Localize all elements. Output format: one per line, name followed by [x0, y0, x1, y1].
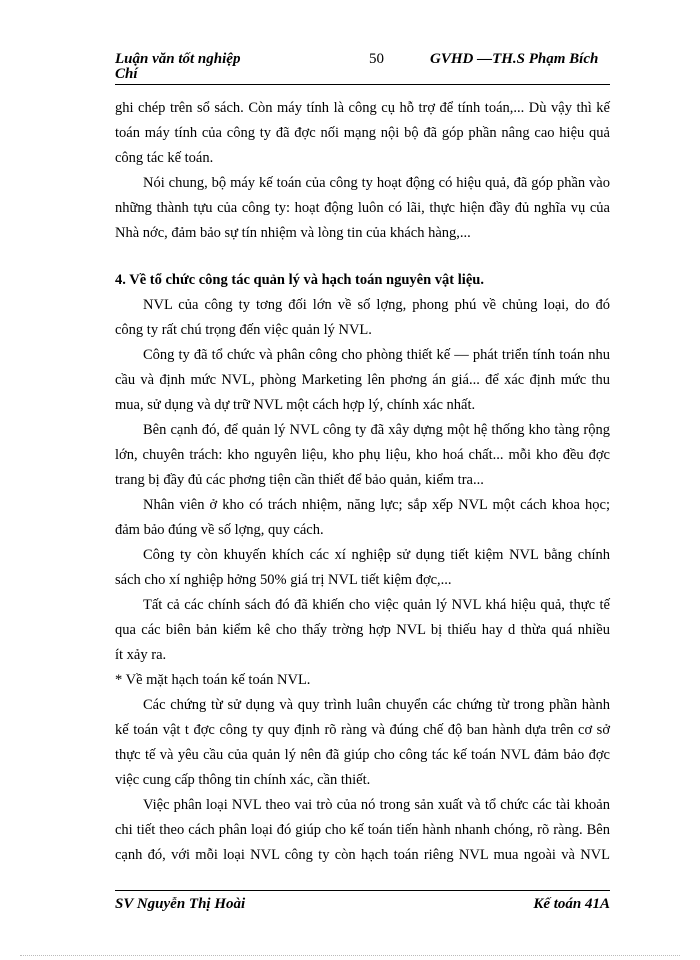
header-supervisor: GVHD —TH.S Phạm Bích [430, 51, 599, 67]
body-line: Công ty còn khuyến khích các xí nghiệp sử dụng tiết kiệm NVL bằng chính [143, 547, 610, 563]
body-line: qua các biên bản kiểm kê cho thấy trờng hợp NVL bị thiếu hay d thừa quá nhiều [115, 622, 610, 638]
body-line: kế toán vật t đợc công ty quy định rõ ràng và đúng chế độ ban hành dựa trên cơ sở [115, 722, 610, 738]
page-footer [115, 896, 610, 914]
body-line: ghi chép trên sổ sách. Còn máy tính là công cụ hỗ trợ để tính toán,... Dù vậy thì kế [115, 100, 610, 116]
body-line: công ty rất chú trọng đến việc quản lý NVL. [115, 322, 372, 338]
body-line: Nhà nớc, đảm bảo sự tín nhiệm và lòng tin của khách hàng,... [115, 225, 471, 241]
page-body [115, 96, 610, 868]
body-line: lớn, chuyên trách: kho nguyên liệu, kho phụ liệu, kho hoá chất... mỗi kho đều đợc [115, 447, 610, 463]
body-line: Công ty đã tổ chức và phân công cho phòng thiết kế — phát triển tính toán nhu [143, 347, 610, 363]
body-line: đảm bảo đúng về số lợng, quy cách. [115, 522, 324, 538]
body-line: cầu và định mức NVL, phòng Marketing lên phơng án giá... để xác định mức thu [115, 372, 610, 388]
footer-divider [115, 890, 610, 891]
body-line: Các chứng từ sử dụng và quy trình luân chuyển các chứng từ trong phần hành [143, 697, 610, 713]
header-left-line1: Luận văn tốt nghiệp [115, 51, 241, 67]
body-line: thực tế và yêu cầu của quản lý nên đã giúp cho công tác kế toán NVL đảm bảo đợc [115, 747, 610, 763]
body-line: Bên cạnh đó, để quản lý NVL công ty đã xây dựng một hệ thống kho tàng rộng [143, 422, 610, 438]
body-line: những thành tựu của công ty: hoạt động luôn có lãi, thực hiện đầy đủ nghĩa vụ của [115, 200, 610, 216]
header-divider [115, 84, 610, 85]
body-line: cạnh đó, với mỗi loại NVL công ty còn hạch toán riêng NVL mua ngoài và NVL [115, 847, 610, 863]
body-line: Nhân viên ở kho có trách nhiệm, năng lực; sắp xếp NVL một cách khoa học; [143, 497, 610, 513]
body-line: trang bị đầy đủ các phơng tiện cần thiết để bảo quản, kiểm tra... [115, 472, 484, 488]
footer-class: Kế toán 41A [533, 896, 610, 912]
body-line: mua, sử dụng và dự trữ NVL một cách hợp lý, chính xác nhất. [115, 397, 476, 413]
body-line: ít xảy ra. [115, 647, 167, 663]
body-line: toán máy tính của công ty đã đợc nối mạng nội bộ đã góp phần nâng cao hiệu quả [115, 125, 610, 141]
header-thesis-title [115, 52, 295, 82]
paragraph-gap [115, 246, 610, 268]
footer-student-name: SV Nguyễn Thị Hoài [115, 896, 246, 912]
body-line: Nói chung, bộ máy kế toán của công ty hoạt động có hiệu quả, đã góp phần vào [143, 175, 610, 191]
subsection-heading: * Về mặt hạch toán kế toán NVL. [115, 672, 311, 688]
body-line: công tác kế toán. [115, 150, 214, 166]
body-line: NVL của công ty tơng đối lớn về số lợng, phong phú về chủng loại, do đó [143, 297, 610, 313]
page-header [115, 52, 610, 86]
body-line: Việc phân loại NVL theo vai trò của nó trong sản xuất và tổ chức các tài khoản [143, 797, 610, 813]
body-line: việc cung cấp thông tin chính xác, cần thiết. [115, 772, 371, 788]
page-edge-divider [20, 955, 680, 956]
body-line: Tất cả các chính sách đó đã khiến cho việc quản lý NVL khá hiệu quả, thực tế [143, 597, 610, 613]
body-line: sách cho xí nghiệp hởng 50% giá trị NVL tiết kiệm đợc,... [115, 572, 452, 588]
section-heading: 4. Về tổ chức công tác quản lý và hạch toán nguyên vật liệu. [115, 272, 484, 288]
header-left-line2: Chí [115, 66, 138, 82]
page-number: 50 [369, 51, 384, 67]
body-line: chi tiết theo cách phân loại đó giúp cho kế toán tiến hành nhanh chóng, rõ ràng. Bên [115, 822, 610, 838]
